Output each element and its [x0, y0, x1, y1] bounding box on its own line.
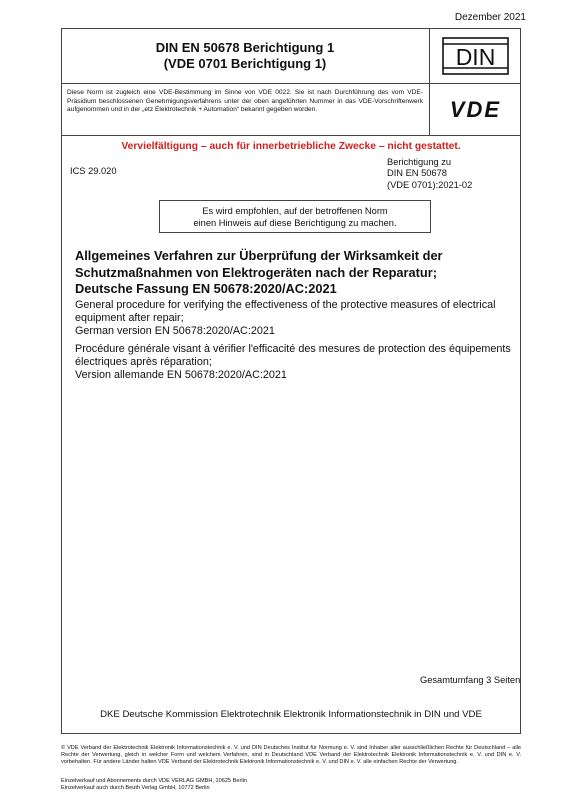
correction-reference	[387, 157, 472, 191]
standard-number: DIN EN 50678 Berichtigung 1	[155, 40, 335, 55]
copyright-text: © VDE Verband der Elektrotechnik Elektronik Informationstechnik e. V. und DIN Deutsches Institut für Normung e. V. sind Inhaber aller ausschließlichen Rechte für Deutschland – alle Rechte der Verwertung, gleich in welcher Form und welchem Verfahren, sind in Deutschland VDE Verband der Elektrotechnik Elektronik Informationstechnik e. V. und DIN e. V. vorbehalten. Für andere Länder halten VDE Verband der Elektrotechnik Elektronik Informationstechnik e. V. und DIN e. V. alle einfachen Rechte der Verwertung.	[61, 745, 521, 765]
sales-info	[61, 778, 247, 792]
publication-date: Dezember 2021	[454, 12, 526, 23]
title-french	[75, 343, 515, 381]
copyright-notice	[61, 745, 521, 765]
vde-logo	[430, 84, 521, 136]
title-german-line-2: Schutzmaßnahmen von Elektrogeräten nach der Reparatur;	[75, 264, 437, 280]
dke-footer: DKE Deutsche Kommission Elektrotechnik Elektronik Informationstechnik in DIN und VDE	[100, 709, 482, 720]
correction-line-3: (VDE 0701):2021-02	[387, 179, 473, 190]
hint-line-1: Es wird empfohlen, auf der betroffenen Norm	[202, 206, 388, 216]
title-german	[75, 248, 515, 298]
vde-logo-text: VDE	[449, 97, 502, 122]
title-german-line-1: Allgemeines Verfahren zur Überprüfung der Wirksamkeit der	[75, 248, 443, 263]
correction-line-2: DIN EN 50678	[387, 168, 447, 179]
sales-line-1: Einzelverkauf und Abonnements durch VDE VERLAG GMBH, 10625 Berlin	[61, 778, 247, 784]
vde-logo-cell	[430, 84, 521, 136]
hint-line-2: einen Hinweis auf diese Berichtigung zu machen.	[193, 218, 397, 228]
din-logo-cell	[430, 28, 521, 84]
title-german-line-3: Deutsche Fassung EN 50678:2020/AC:2021	[75, 281, 337, 296]
vde-notice: Diese Norm ist zugleich eine VDE-Bestimmung im Sinne von VDE 0022. Sie ist nach Durchführung des vom VDE-Präsidium beschlossenen Genehmigungsverfahrens unter der oben angeführten Nummer in das VDE-Vorschriftenwerk aufgenommen und in der „etz Elektrotechnik + Automation“ bekannt gegeben worden.	[61, 84, 430, 136]
title-block	[61, 28, 430, 84]
title-english-line-3: German version EN 50678:2020/AC:2021	[75, 324, 275, 337]
title-english-line-2: equipment after repair;	[75, 311, 184, 324]
title-french-line-2: électriques après réparation;	[75, 355, 212, 368]
din-logo-text: DIN	[455, 44, 496, 70]
title-french-line-1: Procédure générale visant à vérifier l'efficacité des mesures de protection des équipements	[75, 343, 511, 355]
title-english	[75, 299, 515, 337]
title-french-line-3: Version allemande EN 50678:2020/AC:2021	[75, 368, 287, 381]
correction-line-1: Berichtigung zu	[387, 157, 452, 167]
reproduction-warning: Vervielfältigung – auch für innerbetriebliche Zwecke – nicht gestattet.	[121, 141, 461, 152]
hint-box	[159, 200, 431, 233]
ics-code: ICS 29.020	[70, 166, 117, 176]
page-count: Gesamtumfang 3 Seiten	[420, 675, 521, 685]
title-english-line-1: General procedure for verifying the effectiveness of the protective measures of electrical	[75, 299, 496, 311]
vde-classification: (VDE 0701 Berichtigung 1)	[163, 56, 327, 71]
din-logo	[430, 28, 521, 84]
sales-line-2: Einzelverkauf auch durch Beuth Verlag GmbH, 10772 Berlin	[61, 785, 210, 791]
